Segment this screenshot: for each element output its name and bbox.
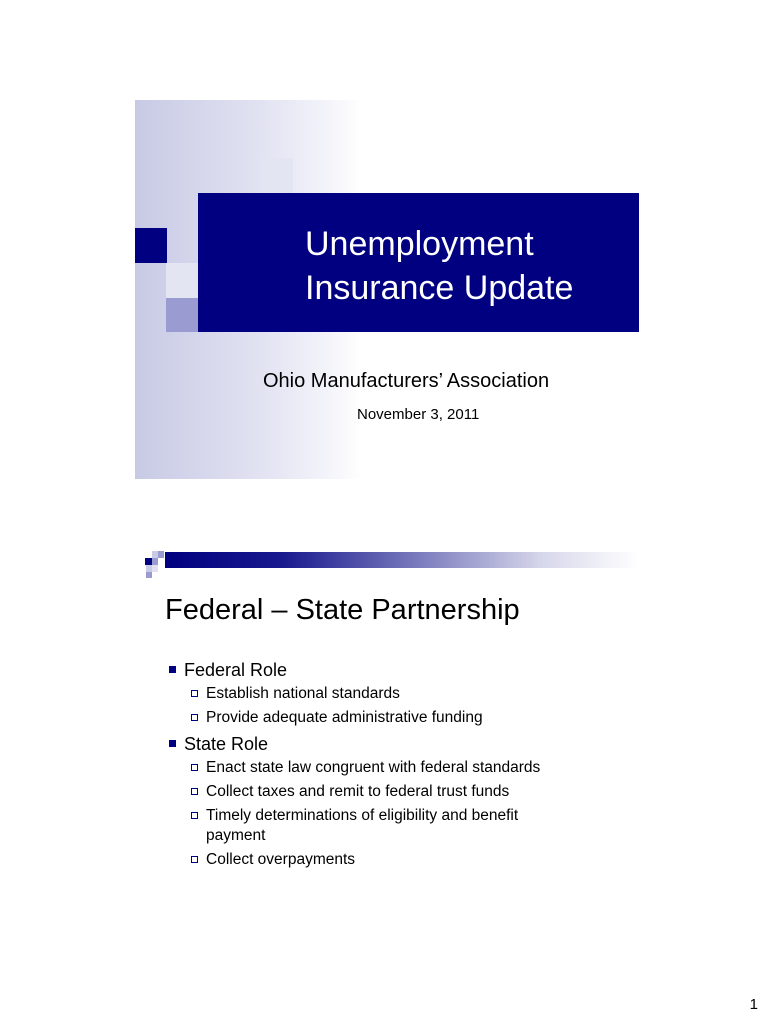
square-bullet-icon — [169, 666, 176, 673]
bullet-label: State Role — [184, 734, 269, 754]
bullet-text: Timely determinations of eligibility and benefit payment — [206, 807, 519, 844]
decor-square — [261, 158, 293, 193]
title-line-1: Unemployment — [305, 225, 534, 263]
bullet-text: Enact state law congruent with federal standards — [206, 759, 541, 776]
hollow-square-bullet-icon — [191, 812, 198, 819]
list-item — [169, 708, 639, 728]
hollow-square-bullet-icon — [191, 714, 198, 721]
decor-square — [145, 558, 152, 565]
decor-square — [152, 565, 158, 572]
bullet-text: Collect overpayments — [206, 851, 356, 868]
bullet-text: Collect taxes and remit to federal trust funds — [206, 783, 510, 800]
square-bullet-icon — [169, 740, 176, 747]
bullet-list — [169, 658, 639, 874]
hollow-square-bullet-icon — [191, 856, 198, 863]
presentation-date: November 3, 2011 — [357, 406, 480, 423]
hollow-square-bullet-icon — [191, 764, 198, 771]
list-item — [169, 684, 639, 704]
list-item — [169, 782, 639, 802]
decor-square — [152, 558, 158, 565]
decor-square — [146, 572, 152, 578]
list-item — [169, 850, 639, 870]
bullet-label: Federal Role — [184, 660, 288, 680]
slide-title — [305, 222, 635, 310]
content-slide — [135, 540, 639, 920]
list-item — [169, 658, 639, 682]
list-item — [169, 732, 639, 756]
slide-title: Federal – State Partnership — [165, 594, 520, 626]
decor-square — [166, 263, 198, 298]
page-number: 1 — [749, 996, 758, 1013]
decor-square — [166, 298, 198, 332]
hollow-square-bullet-icon — [191, 788, 198, 795]
list-item — [169, 758, 639, 778]
title-line-2: Insurance Update — [305, 269, 574, 307]
organization-name: Ohio Manufacturers’ Association — [263, 370, 550, 392]
decor-square — [135, 228, 167, 263]
list-item — [169, 806, 566, 846]
bullet-text: Provide adequate administrative funding — [206, 709, 483, 726]
title-slide — [135, 100, 639, 479]
hollow-square-bullet-icon — [191, 690, 198, 697]
header-gradient-bar — [165, 552, 639, 568]
bullet-text: Establish national standards — [206, 685, 400, 702]
decor-square — [158, 551, 164, 558]
